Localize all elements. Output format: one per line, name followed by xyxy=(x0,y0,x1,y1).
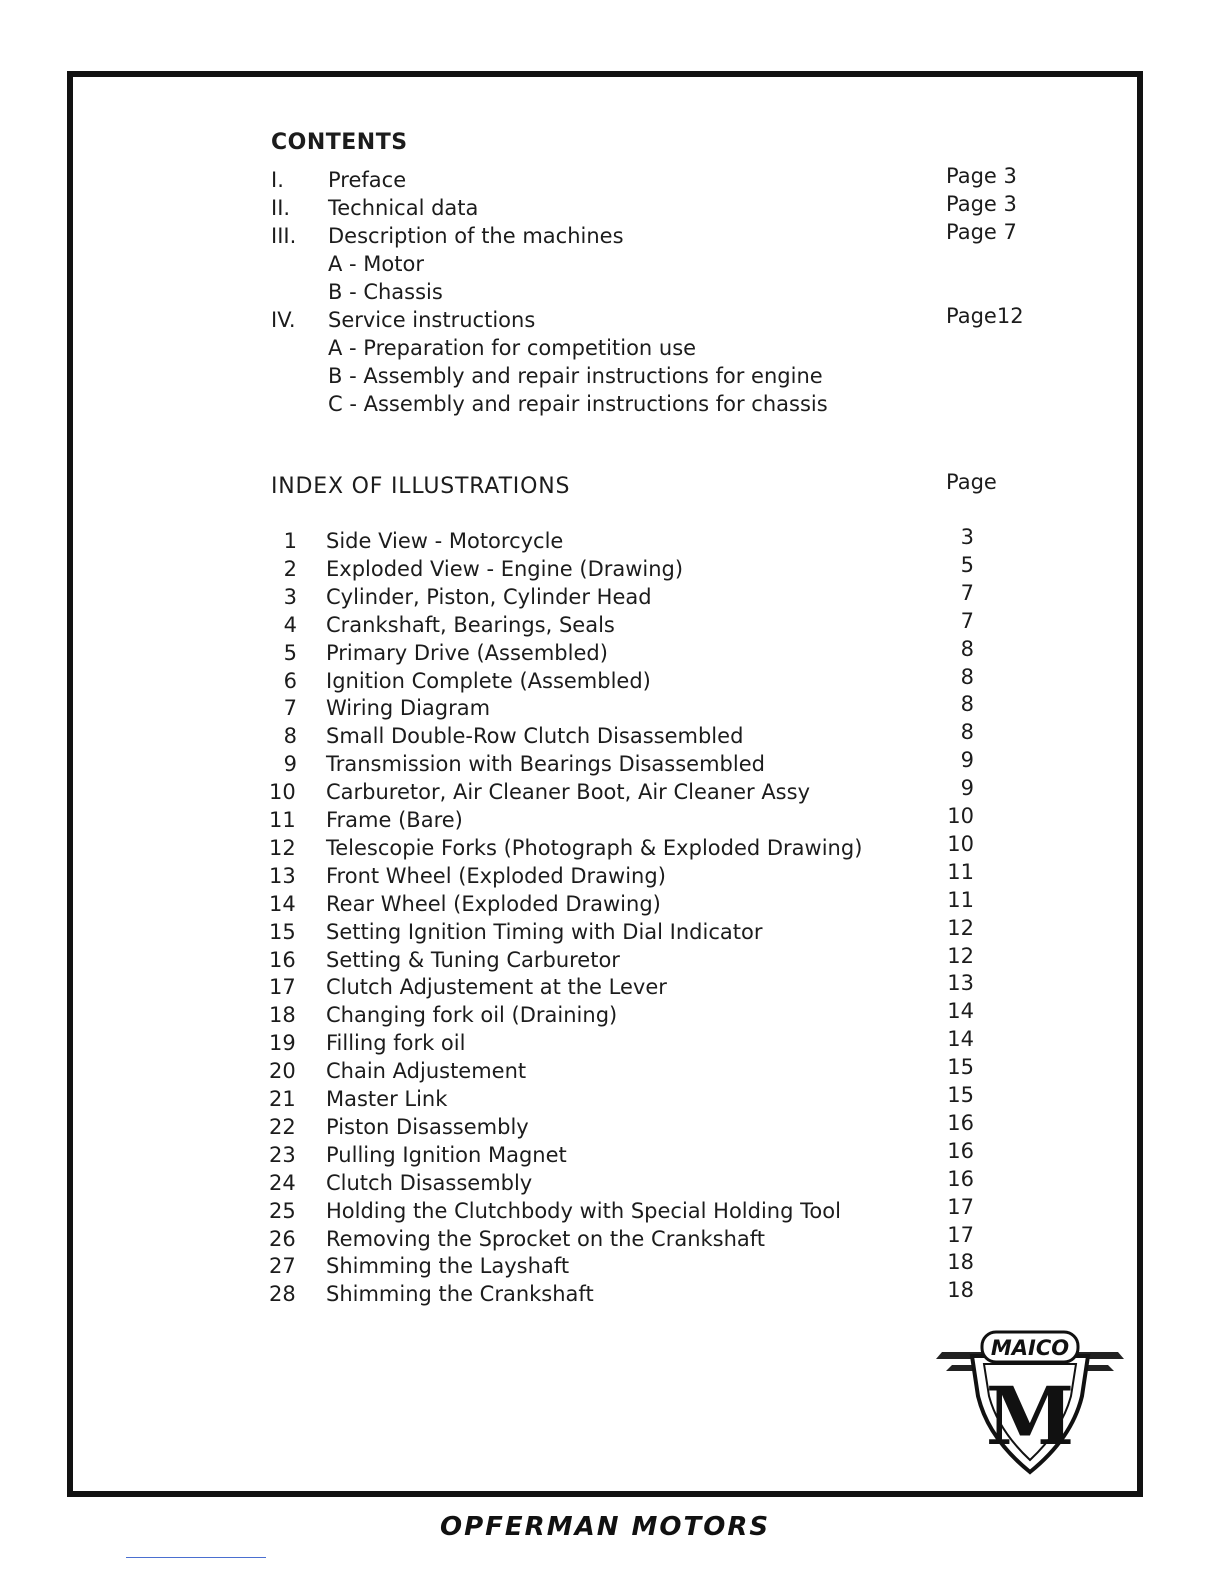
index-item-label: Changing fork oil (Draining) xyxy=(326,1003,618,1027)
index-item-label: Clutch Disassembly xyxy=(326,1171,533,1195)
index-item-page: 8 xyxy=(960,637,974,661)
index-item-page: 16 xyxy=(947,1139,974,1163)
index-item-page: 16 xyxy=(947,1167,974,1191)
index-item-number: 19 xyxy=(269,1031,296,1055)
index-item-number: 24 xyxy=(269,1171,296,1195)
index-item-label: Frame (Bare) xyxy=(326,808,463,832)
index-item-label: Carburetor, Air Cleaner Boot, Air Cleaner Assy xyxy=(326,780,810,804)
index-item-number: 13 xyxy=(269,864,296,888)
index-item-page: 12 xyxy=(947,944,974,968)
index-item-page: 11 xyxy=(947,860,974,884)
contents-heading: CONTENTS xyxy=(271,130,408,155)
index-item-label: Small Double-Row Clutch Disassembled xyxy=(326,724,744,748)
index-item-number: 9 xyxy=(283,752,297,776)
logo-text: MAICO xyxy=(990,1336,1070,1360)
index-item-number: 12 xyxy=(269,836,296,860)
index-item-label: Transmission with Bearings Disassembled xyxy=(326,752,765,776)
index-item-page: 8 xyxy=(960,665,974,689)
logo-letter: M xyxy=(985,1369,1075,1463)
index-item-label: Ignition Complete (Assembled) xyxy=(326,669,651,693)
index-item-page: 15 xyxy=(947,1055,974,1079)
contents-item-label: B - Assembly and repair instructions for engine xyxy=(328,364,823,388)
contents-item-page: Page12 xyxy=(946,304,1024,328)
index-item-number: 18 xyxy=(269,1003,296,1027)
index-item-number: 4 xyxy=(283,613,297,637)
index-item-page: 17 xyxy=(947,1195,974,1219)
index-item-label: Telescopie Forks (Photograph & Exploded Drawing) xyxy=(326,836,863,860)
index-item-page: 13 xyxy=(947,971,974,995)
index-item-page: 9 xyxy=(960,748,974,772)
index-item-label: Exploded View - Engine (Drawing) xyxy=(326,557,684,581)
index-item-page: 14 xyxy=(947,999,974,1023)
index-item-page: 11 xyxy=(947,888,974,912)
index-item-page: 17 xyxy=(947,1223,974,1247)
index-item-number: 26 xyxy=(269,1227,296,1251)
index-item-number: 8 xyxy=(283,724,297,748)
index-item-page: 3 xyxy=(960,525,974,549)
index-item-label: Setting Ignition Timing with Dial Indicator xyxy=(326,920,763,944)
index-item-label: Pulling Ignition Magnet xyxy=(326,1143,567,1167)
index-item-page: 10 xyxy=(947,804,974,828)
index-title: INDEX OF ILLUSTRATIONS xyxy=(271,474,571,499)
index-item-page: 8 xyxy=(960,720,974,744)
index-item-number: 6 xyxy=(283,669,297,693)
index-item-label: Shimming the Layshaft xyxy=(326,1254,570,1278)
contents-item-label: Preface xyxy=(328,168,407,192)
index-item-label: Removing the Sprocket on the Crankshaft xyxy=(326,1227,766,1251)
index-item-page: 10 xyxy=(947,832,974,856)
index-item-label: Wiring Diagram xyxy=(326,696,491,720)
contents-item-label: Technical data xyxy=(328,196,479,220)
index-item-number: 1 xyxy=(283,529,297,553)
index-item-number: 14 xyxy=(269,892,296,916)
index-item-label: Holding the Clutchbody with Special Holding Tool xyxy=(326,1199,841,1223)
index-item-number: 16 xyxy=(269,948,296,972)
index-item-page: 8 xyxy=(960,692,974,716)
index-item-page: 12 xyxy=(947,916,974,940)
index-item-number: 3 xyxy=(283,585,297,609)
index-item-label: Piston Disassembly xyxy=(326,1115,529,1139)
contents-item-page: Page 7 xyxy=(946,220,1017,244)
maico-logo xyxy=(932,1326,1128,1476)
contents-item-page: Page 3 xyxy=(946,192,1017,216)
index-item-page: 5 xyxy=(960,553,974,577)
index-item-label: Clutch Adjustement at the Lever xyxy=(326,975,667,999)
index-item-label: Chain Adjustement xyxy=(326,1059,527,1083)
index-item-label: Filling fork oil xyxy=(326,1031,466,1055)
index-item-page: 9 xyxy=(960,776,974,800)
index-item-number: 7 xyxy=(283,696,297,720)
index-item-label: Master Link xyxy=(326,1087,448,1111)
index-item-number: 23 xyxy=(269,1143,296,1167)
index-item-number: 25 xyxy=(269,1199,296,1223)
index-item-page: 7 xyxy=(960,609,974,633)
index-item-label: Rear Wheel (Exploded Drawing) xyxy=(326,892,661,916)
index-item-label: Setting & Tuning Carburetor xyxy=(326,948,620,972)
index-item-label: Front Wheel (Exploded Drawing) xyxy=(326,864,666,888)
index-item-number: 11 xyxy=(269,808,296,832)
contents-item-page: Page 3 xyxy=(946,164,1017,188)
index-item-label: Shimming the Crankshaft xyxy=(326,1282,594,1306)
index-item-page: 7 xyxy=(960,581,974,605)
index-item-number: 17 xyxy=(269,975,296,999)
index-item-label: Crankshaft, Bearings, Seals xyxy=(326,613,615,637)
index-item-page: 18 xyxy=(947,1278,974,1302)
index-item-number: 2 xyxy=(283,557,297,581)
index-item-page: 18 xyxy=(947,1250,974,1274)
contents-item-label: A - Preparation for competition use xyxy=(328,336,697,360)
index-item-number: 5 xyxy=(283,641,297,665)
footer-underline xyxy=(126,1557,266,1558)
contents-item-number: II. xyxy=(271,196,291,220)
index-item-number: 28 xyxy=(269,1282,296,1306)
contents-item-number: III. xyxy=(271,224,297,248)
index-item-number: 21 xyxy=(269,1087,296,1111)
footer-brand: OPFERMAN MOTORS xyxy=(440,1512,771,1542)
contents-item-label: B - Chassis xyxy=(328,280,443,304)
index-page-header: Page xyxy=(946,470,997,494)
index-item-label: Side View - Motorcycle xyxy=(326,529,564,553)
index-item-label: Cylinder, Piston, Cylinder Head xyxy=(326,585,652,609)
index-item-number: 20 xyxy=(269,1059,296,1083)
contents-item-label: Description of the machines xyxy=(328,224,624,248)
contents-item-label: A - Motor xyxy=(328,252,424,276)
index-item-page: 14 xyxy=(947,1027,974,1051)
index-item-label: Primary Drive (Assembled) xyxy=(326,641,608,665)
index-item-page: 16 xyxy=(947,1111,974,1135)
index-item-number: 27 xyxy=(269,1254,296,1278)
contents-item-label: Service instructions xyxy=(328,308,536,332)
contents-item-label: C - Assembly and repair instructions for chassis xyxy=(328,392,828,416)
index-item-number: 15 xyxy=(269,920,296,944)
index-item-number: 10 xyxy=(269,780,296,804)
contents-item-number: I. xyxy=(271,168,284,192)
index-item-number: 22 xyxy=(269,1115,296,1139)
index-item-page: 15 xyxy=(947,1083,974,1107)
contents-item-number: IV. xyxy=(271,308,296,332)
